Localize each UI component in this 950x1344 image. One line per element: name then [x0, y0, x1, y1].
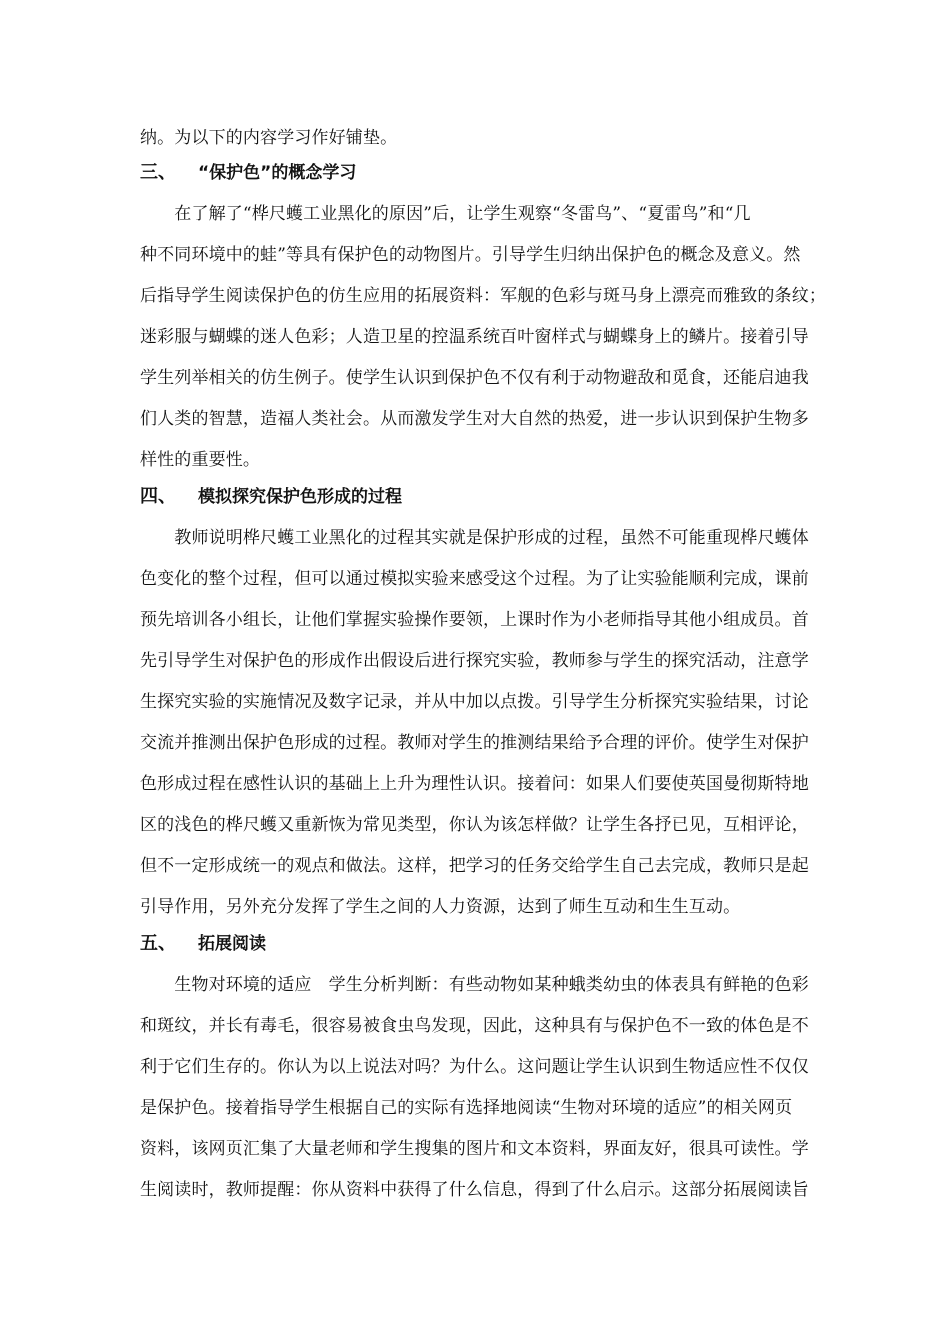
paragraph-line: 学生列举相关的仿生例子。使学生认识到保护色不仅有利于动物避敌和觅食，还能启迪我: [140, 368, 809, 388]
section-heading: [140, 163, 356, 183]
paragraph-line: 引导作用，另外充分发挥了学生之间的人力资源，达到了师生互动和生生互动。: [140, 897, 741, 917]
section-title: “保护色”的概念学习: [198, 163, 357, 183]
paragraph-line: 交流并推测出保护色形成的过程。教师对学生的推测结果给予合理的评价。使学生对保护: [140, 733, 809, 753]
paragraph-line: 们人类的智慧，造福人类社会。从而激发学生对大自然的热爱，进一步认识到保护生物多: [140, 409, 809, 429]
paragraph-line: 先引导学生对保护色的形成作出假设后进行探究实验，教师参与学生的探究活动，注意学: [140, 651, 809, 671]
section-number: 五、: [140, 933, 176, 954]
paragraph-line: 色形成过程在感性认识的基础上上升为理性认识。接着问：如果人们要使英国曼彻斯特地: [140, 774, 809, 794]
paragraph-line: 种不同环境中的蛙”等具有保护色的动物图片。引导学生归纳出保护色的概念及意义。然: [140, 245, 801, 265]
section-heading: [140, 934, 266, 954]
section-heading: [140, 487, 402, 507]
paragraph-line: 样性的重要性。: [140, 450, 261, 470]
paragraph-line: 迷彩服与蝴蝶的迷人色彩；人造卫星的控温系统百叶窗样式与蝴蝶身上的鳞片。接着引导: [140, 327, 809, 347]
section-title: 模拟探究保护色形成的过程: [198, 487, 402, 507]
paragraph-line: 利于它们生存的。你认为以上说法对吗？为什么。这问题让学生认识到生物适应性不仅仅: [140, 1057, 809, 1077]
paragraph-line: 生阅读时，教师提醒：你从资料中获得了什么信息，得到了什么启示。这部分拓展阅读旨: [140, 1180, 809, 1200]
paragraph-line: 纳。为以下的内容学习作好铺垫。: [140, 128, 398, 148]
section-title: 拓展阅读: [198, 934, 266, 954]
paragraph-line: 后指导学生阅读保护色的仿生应用的拓展资料：军舰的色彩与斑马身上漂亮而雅致的条纹；: [140, 286, 826, 306]
paragraph-line: 和斑纹，并长有毒毛，很容易被食虫鸟发现，因此，这种具有与保护色不一致的体色是不: [140, 1016, 809, 1036]
paragraph-line: 在了解了“桦尺蠖工业黑化的原因”后，让学生观察“冬雷鸟”、“夏雷鸟”和“几: [140, 204, 751, 224]
paragraph-line: 但不一定形成统一的观点和做法。这样，把学习的任务交给学生自己去完成，教师只是起: [140, 856, 809, 876]
paragraph-line: 预先培训各小组长，让他们掌握实验操作要领，上课时作为小老师指导其他小组成员。首: [140, 610, 809, 630]
paragraph-line: 生探究实验的实施情况及数字记录，并从中加以点拨。引导学生分析探究实验结果，讨论: [140, 692, 809, 712]
paragraph-line: 教师说明桦尺蠖工业黑化的过程其实就是保护形成的过程，虽然不可能重现桦尺蠖体: [140, 528, 809, 548]
section-number: 三、: [140, 162, 176, 183]
paragraph-line: 色变化的整个过程，但可以通过模拟实验来感受这个过程。为了让实验能顺利完成，课前: [140, 569, 809, 589]
paragraph-line: 是保护色。接着指导学生根据自己的实际有选择地阅读“生物对环境的适应”的相关网页: [140, 1098, 793, 1118]
paragraph-line: 生物对环境的适应 学生分析判断：有些动物如某种蛾类幼虫的体表具有鲜艳的色彩: [140, 975, 809, 995]
paragraph-line: 资料，该网页汇集了大量老师和学生搜集的图片和文本资料，界面友好，很具可读性。学: [140, 1139, 809, 1159]
section-number: 四、: [140, 486, 176, 507]
paragraph-line: 区的浅色的桦尺蠖又重新恢为常见类型，你认为该怎样做？让学生各抒已见，互相评论，: [140, 815, 809, 835]
